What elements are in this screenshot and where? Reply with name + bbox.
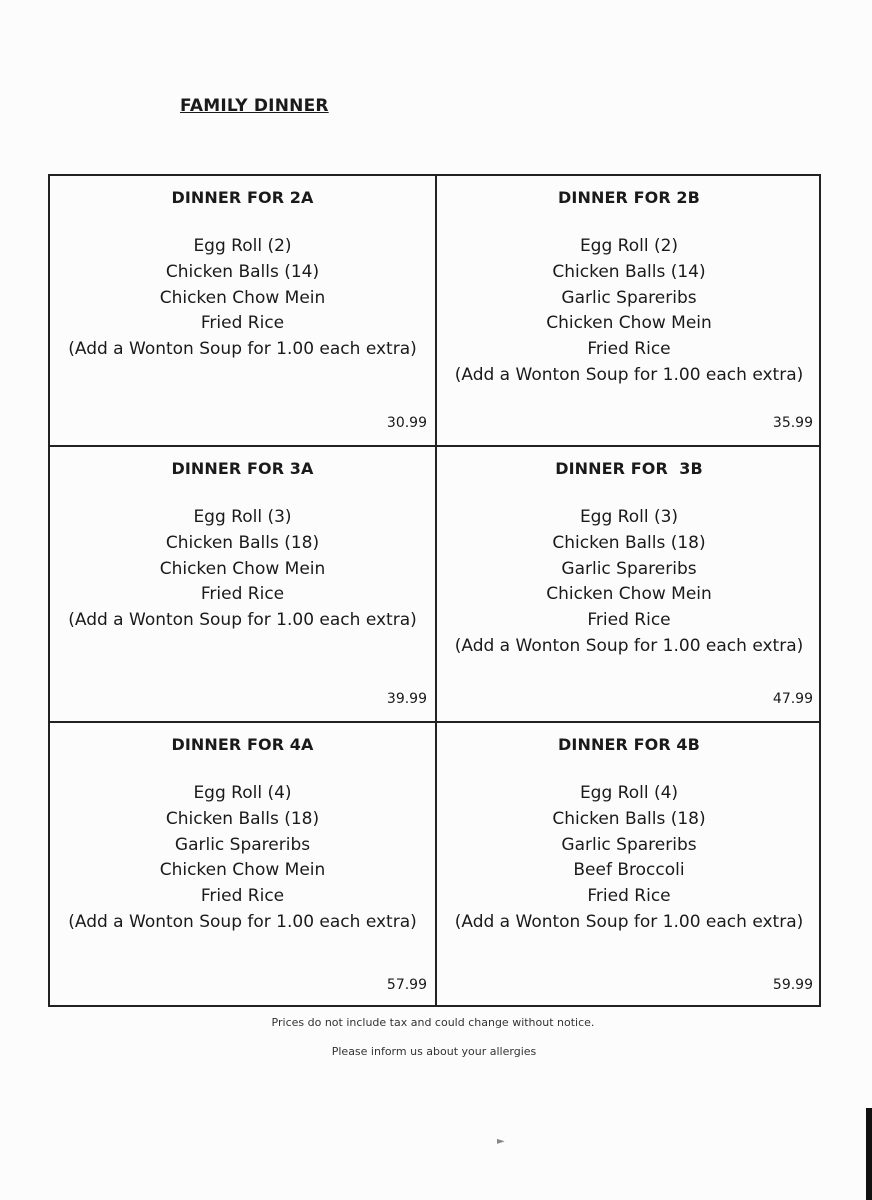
menu-price: 35.99 (772, 415, 813, 431)
menu-item: Fried Rice (587, 886, 671, 907)
menu-item: Chicken Chow Mein (159, 287, 326, 308)
menu-box-title: DINNER FOR 2B (558, 188, 700, 207)
menu-item: Garlic Spareribs (561, 558, 697, 579)
menu-box-dinner-4b (437, 723, 821, 1007)
menu-item: (Add a Wonton Soup for 1.00 each extra) (68, 911, 417, 932)
menu-item: Fried Rice (587, 339, 671, 360)
menu-item: Chicken Balls (18) (552, 532, 706, 553)
menu-item: Beef Broccoli (573, 860, 685, 881)
scan-speck: ► (497, 1136, 505, 1147)
menu-item-list (437, 505, 821, 660)
menu-box-title: DINNER FOR 4B (558, 735, 700, 754)
menu-item: Egg Roll (4) (193, 783, 292, 803)
menu-item-list (437, 781, 821, 936)
menu-item: Egg Roll (2) (579, 236, 679, 256)
tax-notice: Prices do not include tax and could change without notice. (271, 1016, 595, 1029)
menu-item: Chicken Chow Mein (546, 584, 712, 605)
menu-item: Garlic Spareribs (561, 834, 697, 855)
menu-item: Chicken Balls (18) (165, 808, 320, 829)
menu-price: 57.99 (386, 977, 427, 993)
menu-item: Garlic Spareribs (561, 287, 697, 308)
menu-item: Egg Roll (2) (193, 236, 292, 256)
menu-item: (Add a Wonton Soup for 1.00 each extra) (454, 364, 804, 385)
menu-box-title: DINNER FOR 4A (171, 735, 314, 754)
menu-item: (Add a Wonton Soup for 1.00 each extra) (68, 610, 417, 631)
scan-edge-shadow (866, 1108, 872, 1200)
menu-item-list (50, 781, 435, 936)
menu-item: Fried Rice (200, 584, 285, 605)
page-title: FAMILY DINNER (180, 96, 329, 116)
allergy-notice: Please inform us about your allergies (331, 1045, 537, 1058)
menu-item: (Add a Wonton Soup for 1.00 each extra) (68, 339, 417, 360)
menu-box-title: DINNER FOR 2A (171, 188, 314, 207)
menu-price: 59.99 (772, 977, 813, 993)
menu-box-title: DINNER FOR 3A (171, 459, 314, 478)
menu-item: (Add a Wonton Soup for 1.00 each extra) (454, 635, 804, 656)
menu-price: 39.99 (386, 691, 427, 707)
menu-item: Fried Rice (587, 610, 671, 631)
menu-item-list (437, 234, 821, 389)
menu-item-list (50, 505, 435, 634)
menu-price: 30.99 (386, 415, 427, 431)
menu-price: 47.99 (772, 691, 813, 707)
menu-item: Egg Roll (4) (579, 783, 679, 803)
menu-box-title: DINNER FOR 3B (555, 459, 703, 478)
menu-box-dinner-2a (50, 176, 437, 447)
menu-item-list (50, 234, 435, 363)
menu-item: Garlic Spareribs (174, 834, 311, 855)
menu-box-dinner-2b (437, 176, 821, 447)
menu-item: Chicken Chow Mein (159, 558, 326, 579)
menu-item: Fried Rice (200, 313, 285, 334)
menu-item: Fried Rice (200, 886, 285, 907)
menu-box-dinner-3b (437, 447, 821, 723)
menu-item: Chicken Balls (14) (165, 261, 320, 282)
menu-item: Egg Roll (3) (193, 507, 292, 527)
menu-item: Chicken Balls (14) (552, 261, 706, 282)
menu-item: Egg Roll (3) (579, 507, 679, 527)
menu-item: Chicken Balls (18) (165, 532, 320, 553)
menu-item: Chicken Balls (18) (552, 808, 706, 829)
menu-grid (48, 174, 821, 1007)
menu-item: Chicken Chow Mein (546, 313, 712, 334)
menu-item: Chicken Chow Mein (159, 860, 326, 881)
menu-box-dinner-4a (50, 723, 437, 1007)
menu-item: (Add a Wonton Soup for 1.00 each extra) (454, 911, 804, 932)
menu-box-dinner-3a (50, 447, 437, 723)
